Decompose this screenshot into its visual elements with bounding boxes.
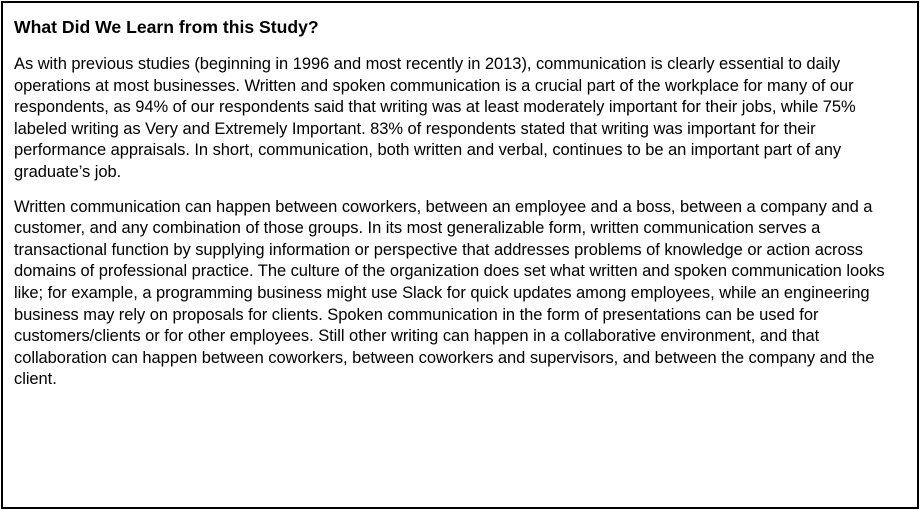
paragraph-written-communication-forms: Written communication can happen between coworkers, between an employee and a boss, between a company and a customer, and any combination of those groups. In its most generalizable form, written communication serves a transactional function by supplying information or perspective that addresses problems of knowledge or action across domains of professional practice. The culture of the organization does set what written and spoken communication looks like; for example, a programming business might use Slack for quick updates among employees, while an engineering business may rely on proposals for clients. Spoken communication in the form of presentations can be used for customers/clients or for other employees. Still other writing can happen in a collaborative environment, and that collaboration can happen between coworkers, between coworkers and supervisors, and between the company and the client. xyxy=(14,197,885,389)
section-heading: What Did We Learn from this Study? xyxy=(14,17,319,37)
study-findings-textbox xyxy=(1,1,919,509)
paragraph-communication-importance: As with previous studies (beginning in 1996 and most recently in 2013), communication is clearly essential to daily operations at most businesses. Written and spoken communication is a crucial part of the workplace for many of our respondents, as 94% of our respondents said that writing was at least moderately important for their jobs, while 75% labeled writing as Very and Extremely Important. 83% of respondents stated that writing was important for their performance appraisals. In short, communication, both written and verbal, continues to be an important part of any graduate’s job. xyxy=(14,55,856,181)
